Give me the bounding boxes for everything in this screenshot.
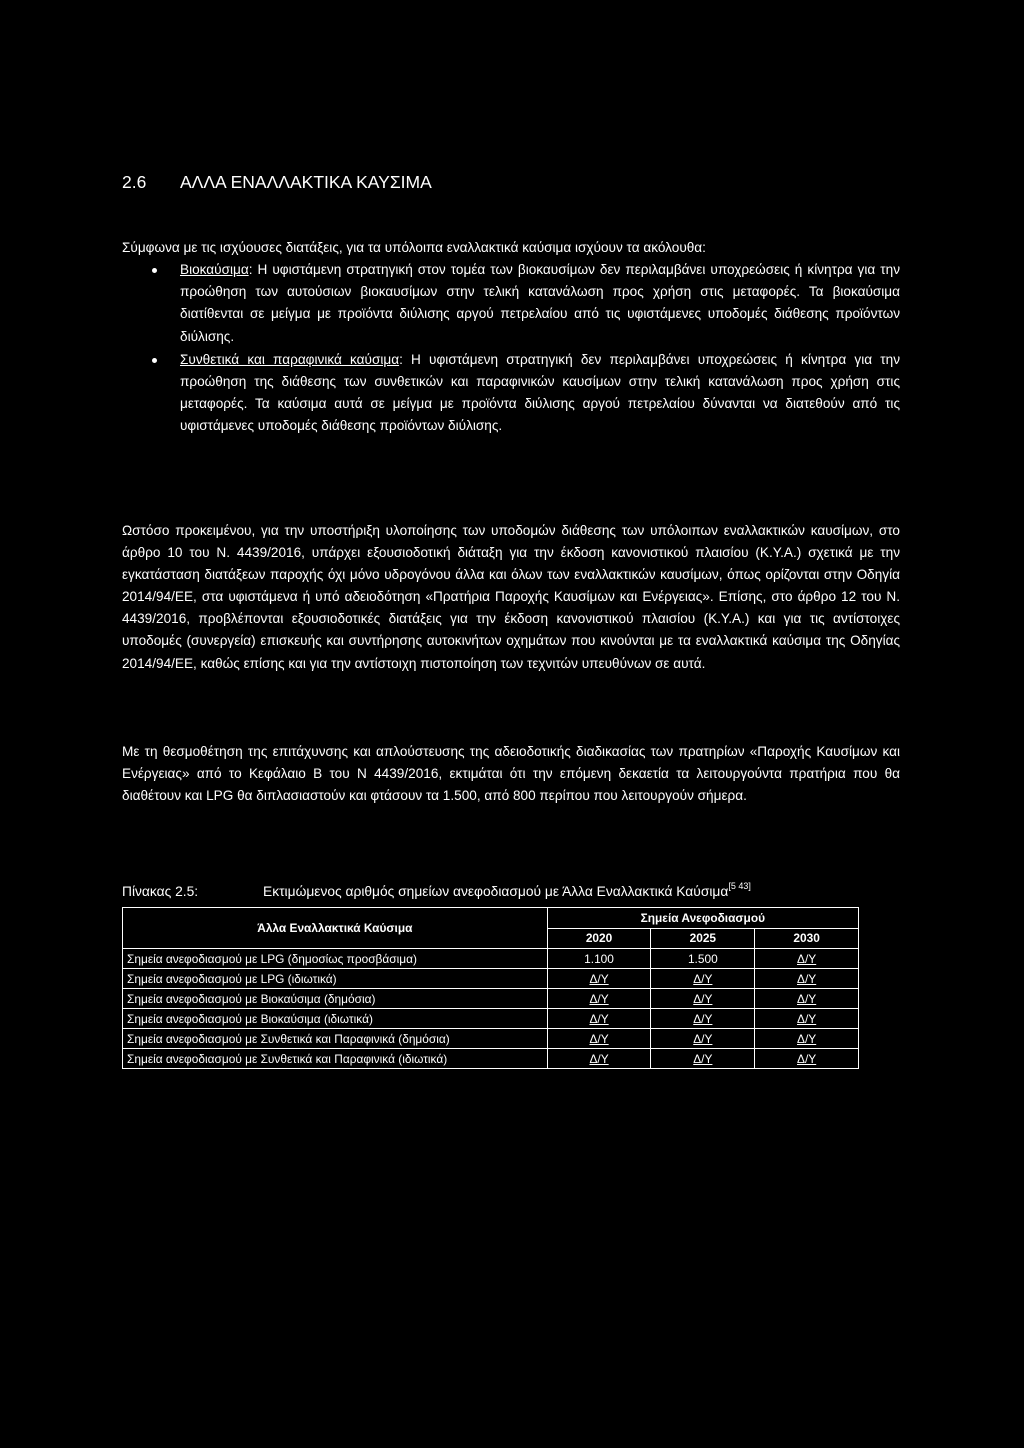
table-cell: Δ/Υ [755,989,859,1009]
table-cell: Δ/Υ [547,1009,651,1029]
table-row [123,969,859,989]
bullet-term: Βιοκαύσιμα [180,262,249,277]
table-cell: Δ/Υ [547,969,651,989]
table-cell: Δ/Υ [547,989,651,1009]
table-caption-ref: [5 43] [728,881,751,891]
table-cell: Δ/Υ [755,949,859,969]
table-caption-text: Εκτιμώμενος αριθμός σημείων ανεφοδιασμού με Άλλα Εναλλακτικά Καύσιμα [263,884,729,899]
table-cell: 1.100 [547,949,651,969]
table-header-row [123,908,859,929]
table-cell: Δ/Υ [547,1029,651,1049]
table-caption [122,876,900,902]
table-cell: Δ/Υ [755,1049,859,1069]
bullet-icon [152,358,157,363]
bullet-term: Συνθετικά και παραφινικά καύσιμα [180,351,400,367]
table-row-header: Άλλα Εναλλακτικά Καύσιμα [123,908,548,949]
table-cell: Δ/Υ [547,1049,651,1069]
section-heading [122,171,900,193]
table-group-header: Σημεία Ανεφοδιασμού [547,908,858,929]
table-row-label: Σημεία ανεφοδιασμού με Βιοκαύσιμα (δημόσια) [123,989,548,1009]
paragraph: Με τη θεσμοθέτηση της επιτάχυνσης και απλούστευσης της αδειοδοτικής διαδικασίας των πρατηρίων «Παροχής Καυσίμων και Ενέργειας» από το Κεφάλαιο Β του Ν 4439/2016, εκτιμάται ότι την επόμενη δεκαετία τα λειτουργούντα πρατήρια που θα διαθέτουν και LPG θα διπλασιαστούν και φτάσουν τα 1.500, από 800 περίπου που λειτουργούν σήμερα. [122,744,900,804]
table-year-header: 2030 [755,928,859,949]
table-row-label: Σημεία ανεφοδιασμού με Συνθετικά και Παραφινικά (δημόσια) [123,1029,548,1049]
table-year-header: 2020 [547,928,651,949]
table-row-label: Σημεία ανεφοδιασμού με LPG (δημοσίως προσβάσιμα) [123,949,548,969]
bullet-item [122,259,900,348]
intro-text: Σύμφωνα με τις ισχύουσες διατάξεις, για τα υπόλοιπα εναλλακτικά καύσιμα ισχύουν τα ακόλουθα: [122,240,706,255]
table-row-label: Σημεία ανεφοδιασμού με Συνθετικά και Παραφινικά (ιδιωτικά) [123,1049,548,1069]
table-year-header: 2025 [651,928,755,949]
bullet-text: : Η υφιστάμενη στρατηγική δεν περιλαμβάνει υποχρεώσεις ή κίνητρα για την προώθηση της διάθεσης των συνθετικών και παραφινικών καυσίμων στην τελική κατανάλωση προς χρήση στις μεταφορές. Τα καύσιμα αυτά σε μείγμα με προϊόντα διύλισης αργού πετρελαίου δύνανται να διατεθούν από τις υφιστάμενες υποδομές διάθεσης προϊόντων διύλισης. [180,351,900,434]
table-row [123,949,859,969]
table-row [123,1049,859,1069]
table-row-label: Σημεία ανεφοδιασμού με LPG (ιδιωτικά) [123,969,548,989]
data-table [122,907,859,1069]
table-row [123,1009,859,1029]
table-cell: Δ/Υ [651,1049,755,1069]
table-row [123,1029,859,1049]
bullet-icon [152,268,157,273]
table-cell: Δ/Υ [651,1009,755,1029]
table-row [123,989,859,1009]
table-cell: Δ/Υ [651,989,755,1009]
bullet-text: : Η υφιστάμενη στρατηγική στον τομέα των βιοκαυσίμων δεν περιλαμβάνει υποχρεώσεις ή κίνητρα για την προώθηση των αυτούσιων βιοκαυσίμων στην τελική κατανάλωση προς χρήση στις μεταφορές. Τα βιοκαύσιμα διατίθενται σε μείγμα με προϊόντα διύλισης αργού πετρελαίου από τις υφιστάμενες υποδομές διάθεσης προϊόντων διύλισης. [180,262,900,344]
table-row-label: Σημεία ανεφοδιασμού με Βιοκαύσιμα (ιδιωτικά) [123,1009,548,1029]
table-caption-label: Πίνακας 2.5: [122,884,199,899]
bullet-list [122,259,900,439]
table-cell: Δ/Υ [755,1029,859,1049]
bullet-item [122,349,900,438]
section-title: ΑΛΛΑ ΕΝΑΛΛΑΚΤΙΚΑ ΚΑΥΣΙΜΑ [180,172,432,192]
table-cell: Δ/Υ [651,969,755,989]
table-cell: Δ/Υ [755,969,859,989]
paragraph: Ωστόσο προκειμένου, για την υποστήριξη υλοποίησης των υποδομών διάθεσης των υπόλοιπων εναλλακτικών καυσίμων, στο άρθρο 10 του Ν. 4439/2016, υπάρχει εξουσιοδοτική διάταξη για την έκδοση κανονιστικού πλαισίου (Κ.Υ.Α.) σχετικά με την εγκατάσταση διατάξεων παροχής όχι μόνο υδρογόνου άλλα και όλων των εναλλακτικών καυσίμων, όπως ορίζονται στην Οδηγία 2014/94/ΕΕ, στα υφιστάμενα ή υπό αδειοδότηση «Πρατήρια Παροχής Καυσίμων και Ενέργειας». Επίσης, στο άρθρο 12 του Ν. 4439/2016, προβλέπονται εξουσιοδοτικές διατάξεις για την έκδοση κανονιστικού πλαισίου (Κ.Υ.Α.) και για τις αντίστοιχες υποδομές (συνεργεία) επισκευής και συντήρησης αυτοκινήτων οχημάτων που κινούνται με τα εναλλακτικά καύσιμα της Οδηγίας 2014/94/ΕΕ, καθώς επίσης και για την αντίστοιχη πιστοποίηση των τεχνιτών υπευθύνων σε αυτά. [122,523,900,671]
section-number: 2.6 [122,172,147,192]
table-cell: Δ/Υ [651,1029,755,1049]
table-cell: Δ/Υ [755,1009,859,1029]
table-cell: 1.500 [651,949,755,969]
